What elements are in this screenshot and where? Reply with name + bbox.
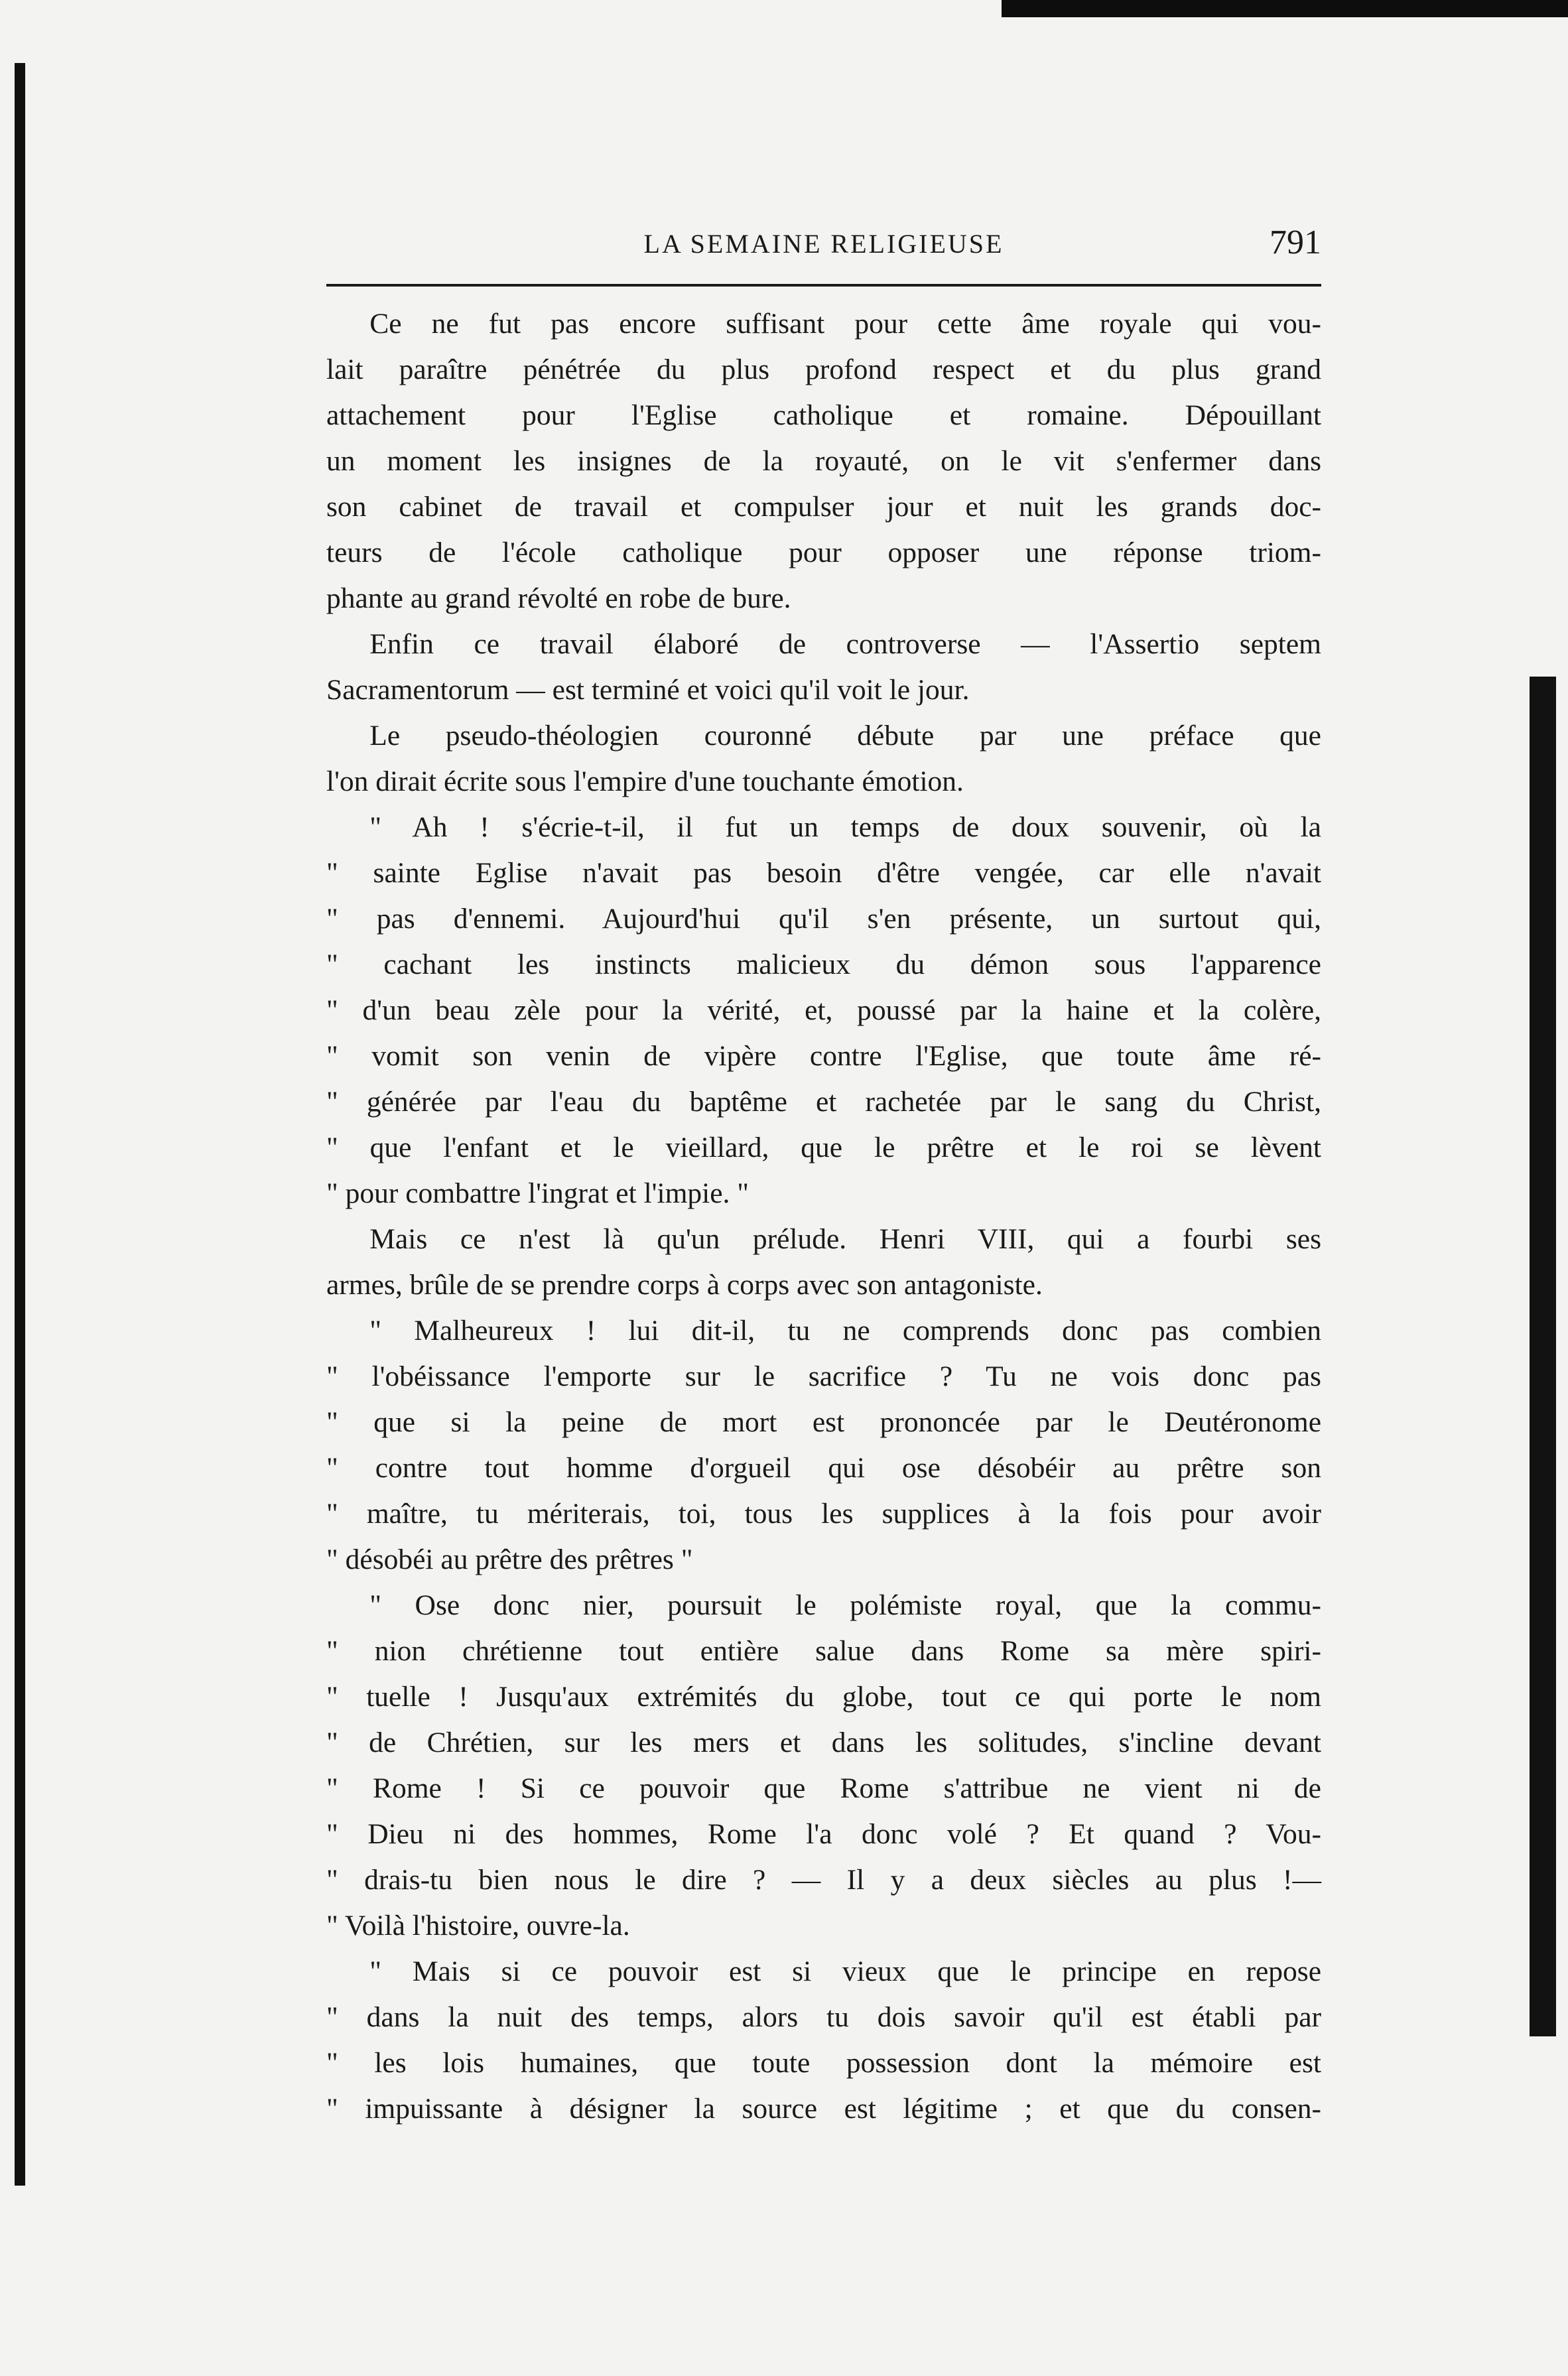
text-line: Mais ce n'est là qu'un prélude. Henri VIII, qui a fourbi ses bbox=[369, 1223, 1321, 1255]
text-line: un moment les insignes de la royauté, on le vit s'enfermer dans bbox=[326, 445, 1321, 477]
text-line: " dans la nuit des temps, alors tu dois savoir qu'il est établi par bbox=[326, 2001, 1321, 2033]
text-line: " tuelle ! Jusqu'aux extrémités du globe, tout ce qui porte le nom bbox=[326, 1681, 1321, 1713]
text-line: " maître, tu mériterais, toi, tous les supplices à la fois pour avoir bbox=[326, 1498, 1321, 1530]
text-line: " cachant les instincts malicieux du démon sous l'apparence bbox=[326, 949, 1321, 980]
text-line: " que si la peine de mort est prononcée par le Deutéronome bbox=[326, 1406, 1321, 1438]
text-line: " que l'enfant et le vieillard, que le prêtre et le roi se lèvent bbox=[326, 1132, 1321, 1163]
text-line: " vomit son venin de vipère contre l'Eglise, que toute âme ré- bbox=[326, 1040, 1321, 1072]
text-line: " Dieu ni des hommes, Rome l'a donc volé ? Et quand ? Vou- bbox=[326, 1818, 1321, 1850]
text-line: l'on dirait écrite sous l'empire d'une touchante émotion. bbox=[326, 765, 964, 797]
text-line: son cabinet de travail et compulser jour et nuit les grands doc- bbox=[326, 491, 1321, 523]
text-line: " Voilà l'histoire, ouvre-la. bbox=[326, 1910, 630, 1942]
scan-edge-right bbox=[1530, 677, 1556, 2036]
body-text bbox=[326, 301, 1321, 2132]
text-line: " désobéi au prêtre des prêtres " bbox=[326, 1544, 693, 1575]
text-line: Ce ne fut pas encore suffisant pour cette âme royale qui vou- bbox=[369, 308, 1321, 340]
page-number: 791 bbox=[1270, 224, 1321, 261]
text-line: Enfin ce travail élaboré de controverse — l'Assertio septem bbox=[369, 628, 1321, 660]
text-line: " les lois humaines, que toute possession dont la mémoire est bbox=[326, 2047, 1321, 2079]
text-line: teurs de l'école catholique pour opposer une réponse triom- bbox=[326, 537, 1321, 568]
text-line: " Malheureux ! lui dit-il, tu ne comprends donc pas combien bbox=[369, 1315, 1321, 1347]
scan-edge-left bbox=[15, 63, 25, 2186]
text-line: " Rome ! Si ce pouvoir que Rome s'attribue ne vient ni de bbox=[326, 1772, 1321, 1804]
text-line: " Ah ! s'écrie-t-il, il fut un temps de doux souvenir, où la bbox=[369, 811, 1321, 843]
text-line: Le pseudo-théologien couronné débute par une préface que bbox=[369, 720, 1321, 752]
document-page bbox=[326, 223, 1321, 2132]
text-line: " d'un beau zèle pour la vérité, et, poussé par la haine et la colère, bbox=[326, 994, 1321, 1026]
text-line: " nion chrétienne tout entière salue dans Rome sa mère spiri- bbox=[326, 1635, 1321, 1667]
text-line: Sacramentorum — est terminé et voici qu'il voit le jour. bbox=[326, 674, 970, 706]
text-line: " générée par l'eau du baptême et rachetée par le sang du Christ, bbox=[326, 1086, 1321, 1118]
running-title: LA SEMAINE RELIGIEUSE bbox=[643, 229, 1004, 259]
text-line: " de Chrétien, sur les mers et dans les solitudes, s'incline devant bbox=[326, 1727, 1321, 1758]
text-line: " contre tout homme d'orgueil qui ose désobéir au prêtre son bbox=[326, 1452, 1321, 1484]
text-line: " Mais si ce pouvoir est si vieux que le principe en repose bbox=[369, 1955, 1321, 1987]
text-line: " impuissante à désigner la source est légitime ; et que du consen- bbox=[326, 2093, 1321, 2125]
text-line: lait paraître pénétrée du plus profond respect et du plus grand bbox=[326, 354, 1321, 385]
text-line: attachement pour l'Eglise catholique et romaine. Dépouillant bbox=[326, 399, 1321, 431]
header-rule bbox=[326, 284, 1321, 287]
text-line: " drais-tu bien nous le dire ? — Il y a deux siècles au plus !— bbox=[326, 1864, 1321, 1896]
text-line: " sainte Eglise n'avait pas besoin d'être vengée, car elle n'avait bbox=[326, 857, 1321, 889]
text-line: " pour combattre l'ingrat et l'impie. " bbox=[326, 1177, 750, 1209]
text-line: " l'obéissance l'emporte sur le sacrifice ? Tu ne vois donc pas bbox=[326, 1360, 1321, 1392]
scan-edge-top bbox=[1002, 0, 1568, 17]
running-header bbox=[326, 223, 1321, 276]
text-line: " Ose donc nier, poursuit le polémiste royal, que la commu- bbox=[369, 1589, 1321, 1621]
text-line: armes, brûle de se prendre corps à corps avec son antagoniste. bbox=[326, 1269, 1043, 1301]
text-line: phante au grand révolté en robe de bure. bbox=[326, 582, 791, 614]
text-line: " pas d'ennemi. Aujourd'hui qu'il s'en présente, un surtout qui, bbox=[326, 903, 1321, 935]
